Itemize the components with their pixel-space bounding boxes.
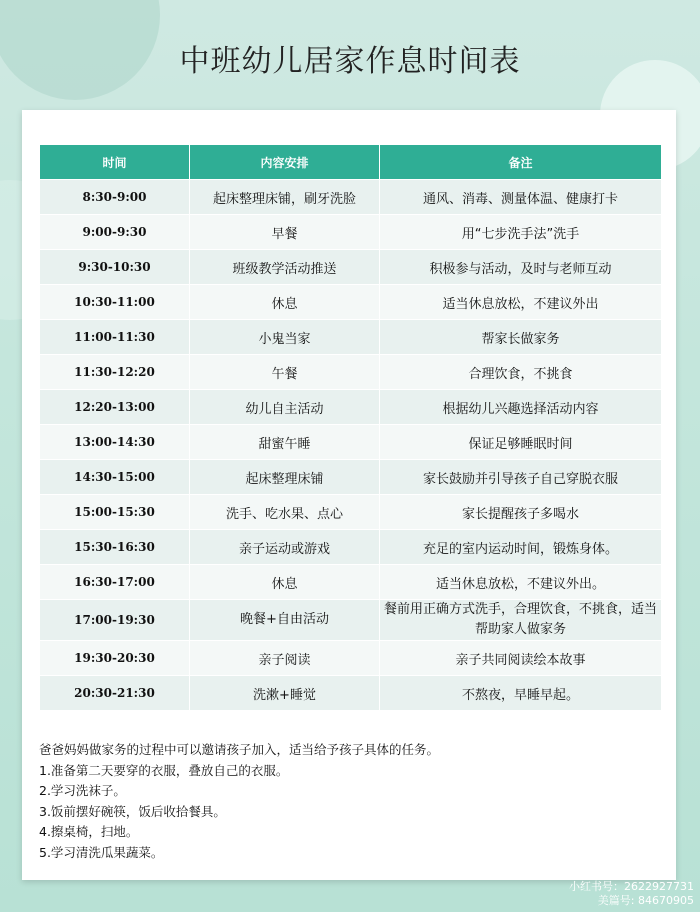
table-header-row: [40, 145, 662, 180]
table-row: [40, 285, 662, 320]
row-time: 11:00-11:30: [40, 320, 190, 355]
row-note: 积极参与活动，及时与老师互动: [380, 250, 662, 285]
table-row: [40, 460, 662, 495]
row-activity: 小鬼当家: [190, 320, 380, 355]
row-note: 适当休息放松，不建议外出。: [380, 565, 662, 600]
row-note: 根据幼儿兴趣选择活动内容: [380, 390, 662, 425]
row-activity: 午餐: [190, 355, 380, 390]
row-activity: 休息: [190, 285, 380, 320]
row-note: 合理饮食，不挑食: [380, 355, 662, 390]
row-note: 家长鼓励并引导孩子自己穿脱衣服: [380, 460, 662, 495]
notes-item: 2.学习洗袜子。: [39, 783, 126, 798]
row-time: 15:30-16:30: [40, 530, 190, 565]
row-activity: 休息: [190, 565, 380, 600]
notes-item: 5.学习清洗瓜果蔬菜。: [39, 844, 164, 860]
schedule-table: [39, 144, 662, 711]
row-activity: 洗手、吃水果、点心: [190, 495, 380, 530]
notes-intro: 爸爸妈妈做家务的过程中可以邀请孩子加入，适当给予孩子具体的任务。: [39, 742, 440, 757]
row-note: 餐前用正确方式洗手，合理饮食，不挑食，适当帮助家人做家务: [380, 600, 662, 641]
table-row: [40, 250, 662, 285]
row-time: 14:30-15:00: [40, 460, 190, 495]
row-time: 9:00-9:30: [40, 215, 190, 250]
row-activity: 起床整理床铺，刷牙洗脸: [190, 180, 380, 215]
row-time: 10:30-11:00: [40, 285, 190, 320]
row-activity: 甜蜜午睡: [190, 425, 380, 460]
row-note: 帮家长做家务: [380, 320, 662, 355]
page-title: 中班幼儿居家作息时间表: [179, 44, 521, 79]
housework-notes: [39, 740, 661, 863]
header-note: 备注: [380, 145, 662, 180]
watermark: [569, 880, 694, 908]
row-note: 通风、消毒、测量体温、健康打卡: [380, 180, 662, 215]
row-time: 15:00-15:30: [40, 495, 190, 530]
row-note: 保证足够睡眠时间: [380, 425, 662, 460]
row-time: 12:20-13:00: [40, 390, 190, 425]
row-time: 17:00-19:30: [40, 600, 190, 641]
table-row: [40, 676, 662, 711]
table-row: [40, 355, 662, 390]
row-time: 9:30-10:30: [40, 250, 190, 285]
schedule-card: [22, 110, 676, 880]
notes-item: 1.准备第二天要穿的衣服，叠放自己的衣服。: [39, 762, 289, 778]
row-note: 适当休息放松，不建议外出: [380, 285, 662, 320]
row-note: 用“七步洗手法”洗手: [380, 215, 662, 250]
table-row: [40, 390, 662, 425]
row-time: 16:30-17:00: [40, 565, 190, 600]
row-activity: 亲子运动或游戏: [190, 530, 380, 565]
table-row: [40, 600, 662, 641]
table-row: [40, 530, 662, 565]
table-row: [40, 320, 662, 355]
row-time: 20:30-21:30: [40, 676, 190, 711]
row-activity: 晚餐+自由活动: [190, 600, 380, 641]
row-note: 亲子共同阅读绘本故事: [380, 641, 662, 676]
table-row: [40, 641, 662, 676]
table-row: [40, 565, 662, 600]
row-time: 19:30-20:30: [40, 641, 190, 676]
row-activity: 起床整理床铺: [190, 460, 380, 495]
row-activity: 早餐: [190, 215, 380, 250]
row-note: 不熬夜，早睡早起。: [380, 676, 662, 711]
row-activity: 班级教学活动推送: [190, 250, 380, 285]
watermark-line-2: 美篇号: 84670905: [597, 894, 694, 907]
header-activity: 内容安排: [190, 145, 380, 180]
header-time: 时间: [40, 145, 190, 180]
row-activity: 洗漱+睡觉: [190, 676, 380, 711]
table-row: [40, 180, 662, 215]
notes-item: 3.饭前摆好碗筷，饭后收拾餐具。: [39, 803, 226, 819]
row-time: 13:00-14:30: [40, 425, 190, 460]
row-note: 家长提醒孩子多喝水: [380, 495, 662, 530]
row-activity: 幼儿自主活动: [190, 390, 380, 425]
row-note: 充足的室内运动时间，锻炼身体。: [380, 530, 662, 565]
row-activity: 亲子阅读: [190, 641, 380, 676]
watermark-line-1: 小红书号：2622927731: [569, 880, 694, 893]
row-time: 8:30-9:00: [40, 180, 190, 215]
row-time: 11:30-12:20: [40, 355, 190, 390]
table-row: [40, 495, 662, 530]
table-row: [40, 215, 662, 250]
notes-item: 4.擦桌椅，扫地。: [39, 824, 139, 839]
table-row: [40, 425, 662, 460]
